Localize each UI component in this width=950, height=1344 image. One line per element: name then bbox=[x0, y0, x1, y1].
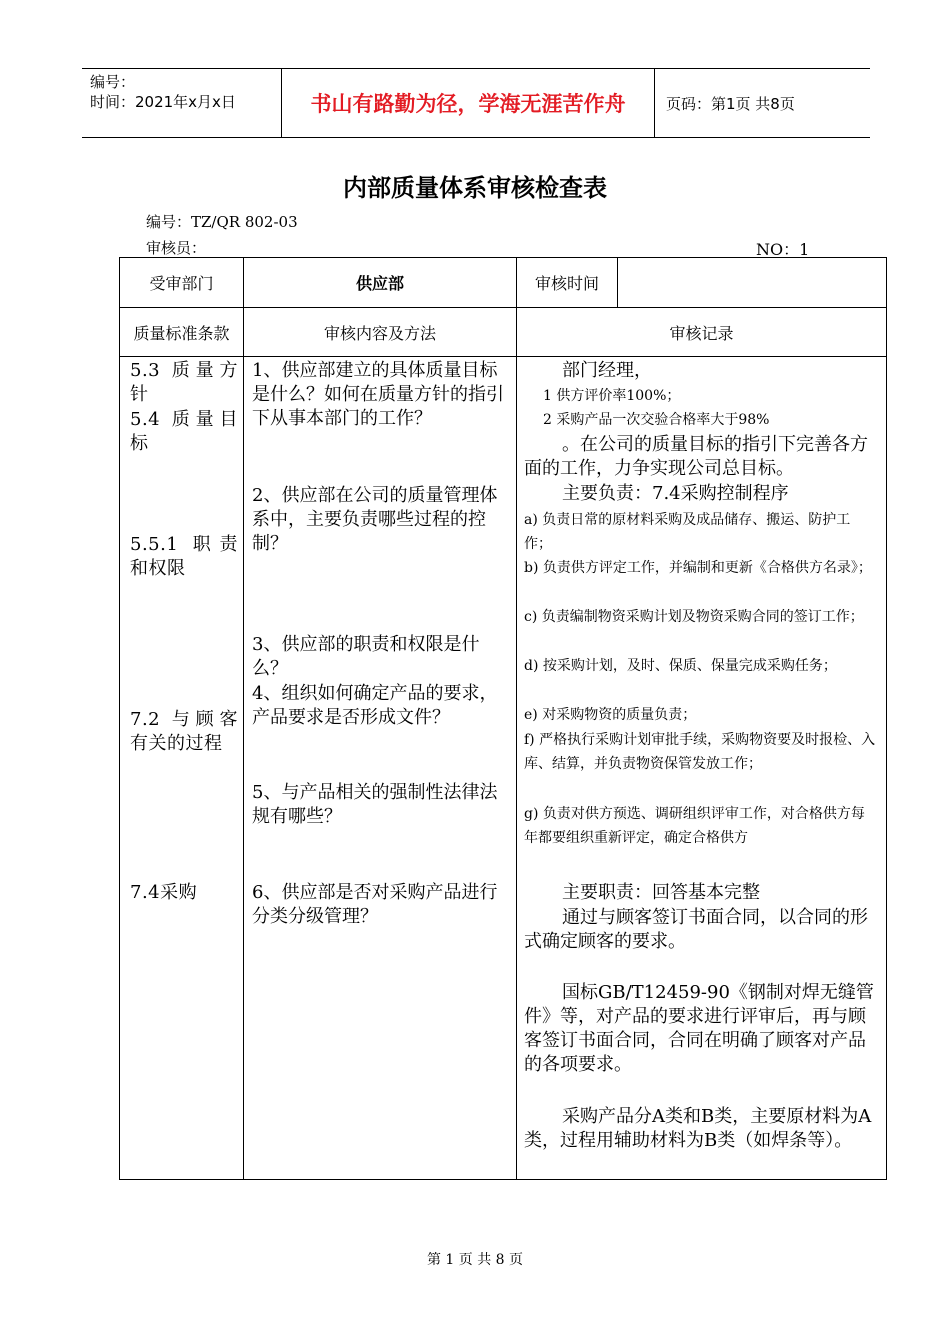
audit-time-label: 审核时间 bbox=[517, 258, 618, 308]
header-motto: 书山有路勤为径，学海无涯苦作舟 bbox=[282, 69, 655, 137]
header-page-info: 页码：第1页 共8页 bbox=[666, 94, 795, 113]
page-title: 内部质量体系审核检查表 bbox=[343, 174, 607, 202]
question-item: 1、供应部建立的具体质量目标是什么？如何在质量方针的指引下从事本部门的工作？ bbox=[252, 360, 504, 429]
record-duty: g) 负责对供方预选、调研组织评审工作，对合格供方每年都要组织重新评定，确定合格供方 bbox=[524, 806, 865, 846]
col-header-record: 审核记录 bbox=[517, 308, 887, 357]
col-header-clause: 质量标准条款 bbox=[120, 308, 244, 357]
record-duty-answer: 主要职责：回答基本完整 bbox=[562, 882, 760, 903]
question-item: 3、供应部的职责和权限是什么？ bbox=[252, 634, 480, 679]
question-item: 5、与产品相关的强制性法律法规有哪些？ bbox=[252, 782, 498, 827]
dept-row bbox=[120, 258, 887, 308]
audit-time-value bbox=[618, 258, 887, 308]
clause-cell bbox=[120, 357, 244, 1180]
record-duty: d) 按采购计划，及时、保质、保量完成采购任务； bbox=[524, 658, 837, 674]
clause-item: 7.2 与顾客有关的过程 bbox=[130, 709, 238, 754]
page-header bbox=[82, 68, 870, 138]
record-goal: 1 供方评价率100%； bbox=[543, 388, 681, 404]
question-item: 2、供应部在公司的质量管理体系中，主要负责哪些过程的控制？ bbox=[252, 485, 498, 554]
record-duty: f) 严格执行采购计划审批手续，采购物资要及时报检、入库、结算，并负责物资保管发放工作； bbox=[524, 732, 876, 772]
dept-value: 供应部 bbox=[244, 258, 517, 308]
record-classify: 采购产品分A类和B类，主要原材料为A类，过程用辅助材料为B类（如焊条等）。 bbox=[524, 1106, 872, 1151]
doc-number: NO：1 bbox=[756, 240, 810, 259]
record-main-resp: 主要负责：7.4采购控制程序 bbox=[562, 483, 789, 504]
record-manager: 部门经理， bbox=[562, 360, 652, 381]
doc-code: 编号：TZ/QR 802-03 bbox=[146, 213, 298, 231]
record-duty: b) 负责供方评定工作，并编制和更新《合格供方名录》； bbox=[524, 560, 872, 576]
record-standard: 国标GB/T12459-90《钢制对焊无缝管件》等，对产品的要求进行评审后，再与顾客签订书面合同，合同在明确了顾客对产品的各项要求。 bbox=[524, 982, 874, 1075]
record-duty: e) 对采购物资的质量负责； bbox=[524, 707, 697, 723]
record-duty: a) 负责日常的原材料采购及成品储存、搬运、防护工作； bbox=[524, 512, 851, 552]
doc-auditor: 审核员： bbox=[146, 239, 207, 257]
question-cell bbox=[244, 357, 517, 1180]
clause-item: 5.3 质量方针 bbox=[130, 360, 238, 405]
header-info-cell bbox=[82, 69, 282, 137]
dept-label: 受审部门 bbox=[120, 258, 244, 308]
record-duty: c) 负责编制物资采购计划及物资采购合同的签订工作； bbox=[524, 609, 864, 625]
header-time: 时间：2021年x月x日 bbox=[90, 93, 236, 111]
audit-body-row bbox=[120, 357, 887, 1180]
record-goal-text: 。在公司的质量目标的指引下完善各方面的工作，力争实现公司总目标。 bbox=[524, 434, 868, 479]
audit-checklist-table bbox=[119, 257, 887, 1180]
record-goal: 2 采购产品一次交验合格率大于98% bbox=[543, 412, 770, 428]
question-item: 4、组织如何确定产品的要求，产品要求是否形成文件？ bbox=[252, 683, 498, 728]
record-contract: 通过与顾客签订书面合同，以合同的形式确定顾客的要求。 bbox=[524, 907, 868, 952]
clause-item: 7.4采购 bbox=[130, 882, 198, 903]
page-footer: 第 1 页 共 8 页 bbox=[426, 1252, 524, 1268]
question-item: 6、供应部是否对采购产品进行分类分级管理？ bbox=[252, 882, 498, 927]
header-number: 编号： bbox=[90, 73, 136, 91]
clause-item: 5.5.1 职责和权限 bbox=[130, 534, 238, 579]
record-cell bbox=[517, 357, 887, 1180]
column-header-row bbox=[120, 308, 887, 357]
clause-item: 5.4 质量目标 bbox=[130, 409, 238, 454]
col-header-content: 审核内容及方法 bbox=[244, 308, 517, 357]
